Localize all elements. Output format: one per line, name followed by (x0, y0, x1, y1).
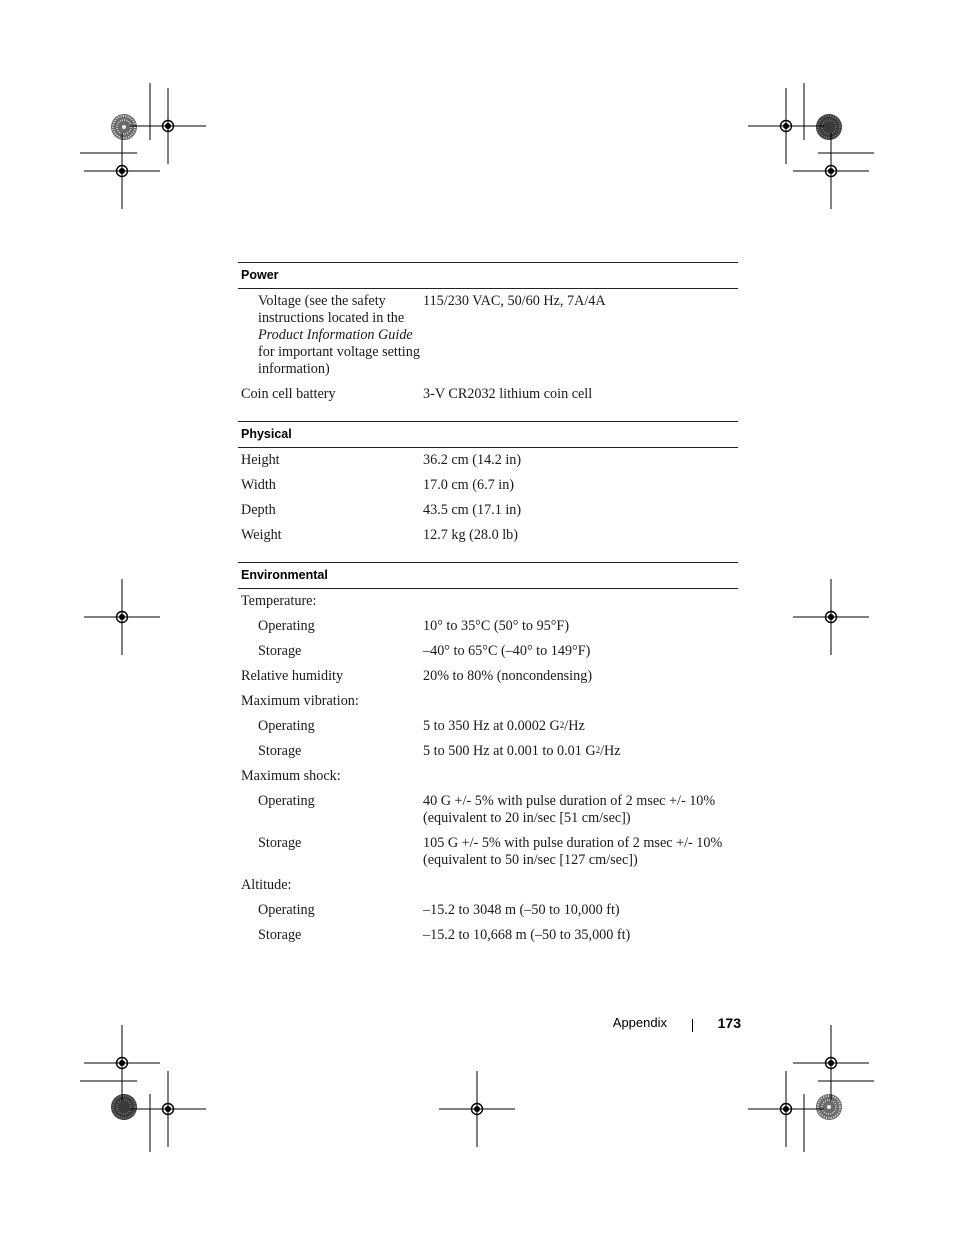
footer-section-name: Appendix (612, 1015, 667, 1030)
spec-value: –15.2 to 3048 m (–50 to 10,000 ft) (423, 902, 620, 918)
spec-label: Maximum shock: (241, 768, 341, 784)
spec-row (238, 835, 738, 877)
spec-value: 12.7 kg (28.0 lb) (423, 527, 518, 543)
section-gap (238, 411, 738, 421)
spec-label: Storage (258, 835, 302, 851)
page-footer (560, 1015, 741, 1035)
spec-label: Altitude: (241, 877, 292, 893)
spec-row (238, 293, 738, 386)
spec-label: Width (241, 477, 276, 493)
section-physical (238, 421, 738, 552)
footer-separator (692, 1019, 693, 1032)
spec-row (238, 902, 738, 927)
spec-label: Coin cell battery (241, 386, 336, 402)
spec-row (238, 793, 738, 835)
spec-row (238, 452, 738, 477)
spec-row (238, 502, 738, 527)
spec-value: 105 G +/- 5% with pulse duration of 2 msec +/- 10% (equivalent to 50 in/sec [127 cm/sec]) (423, 835, 723, 868)
spec-row (238, 927, 738, 952)
spec-value: 43.5 cm (17.1 in) (423, 502, 522, 518)
spec-row (238, 768, 738, 793)
spec-row (238, 477, 738, 502)
spec-row (238, 877, 738, 902)
spec-value (420, 693, 738, 710)
page-number: 173 (717, 1015, 741, 1031)
spec-value (420, 593, 738, 610)
spec-row (238, 618, 738, 643)
spec-value: 3-V CR2032 lithium coin cell (423, 386, 593, 402)
spec-value: 40 G +/- 5% with pulse duration of 2 msec +/- 10% (equivalent to 20 in/sec [51 cm/sec]) (423, 793, 716, 826)
spec-value: 5 to 500 Hz at 0.001 to 0.01 $G^2/Hz$ (423, 743, 621, 759)
spec-value (420, 877, 738, 894)
spec-row (238, 386, 738, 411)
spec-value: 20% to 80% (noncondensing) (423, 668, 593, 684)
spec-row (238, 593, 738, 618)
spec-row (238, 643, 738, 668)
spec-label: Operating (258, 902, 315, 918)
spec-label: Storage (258, 927, 302, 943)
spec-row (238, 743, 738, 768)
spec-label: Relative humidity (241, 668, 344, 684)
spec-value: 115/230 VAC, 50/60 Hz, 7A/4A (423, 293, 606, 309)
section-gap (238, 552, 738, 562)
spec-label: Voltage (see the safety instructions located in the Product Information Guide for important voltage setting information) (258, 293, 420, 377)
spec-value: 36.2 cm (14.2 in) (423, 452, 522, 468)
specifications-table (238, 262, 738, 952)
spec-row (238, 693, 738, 718)
section-environmental (238, 562, 738, 952)
spec-label: Storage (258, 643, 302, 659)
section-power (238, 262, 738, 411)
spec-label: Operating (258, 718, 315, 734)
spec-value: –40° to 65°C (–40° to 149°F) (423, 643, 591, 659)
spec-label: Maximum vibration: (241, 693, 359, 709)
spec-label: Height (241, 452, 280, 468)
spec-value: 5 to 350 Hz at 0.0002 $G^2/Hz$ (423, 718, 585, 734)
spec-value (420, 768, 738, 785)
section-header: Physical (238, 421, 738, 448)
spec-value: –15.2 to 10,668 m (–50 to 35,000 ft) (423, 927, 631, 943)
spec-row (238, 718, 738, 743)
spec-label: Operating (258, 618, 315, 634)
spec-label: Temperature: (241, 593, 317, 609)
spec-label: Weight (241, 527, 282, 543)
section-header: Environmental (238, 562, 738, 589)
spec-value: 10° to 35°C (50° to 95°F) (423, 618, 570, 634)
spec-label: Depth (241, 502, 276, 518)
section-header: Power (238, 262, 738, 289)
spec-row (238, 668, 738, 693)
spec-row (238, 527, 738, 552)
spec-label: Storage (258, 743, 302, 759)
spec-value: 17.0 cm (6.7 in) (423, 477, 515, 493)
spec-label: Operating (258, 793, 315, 809)
